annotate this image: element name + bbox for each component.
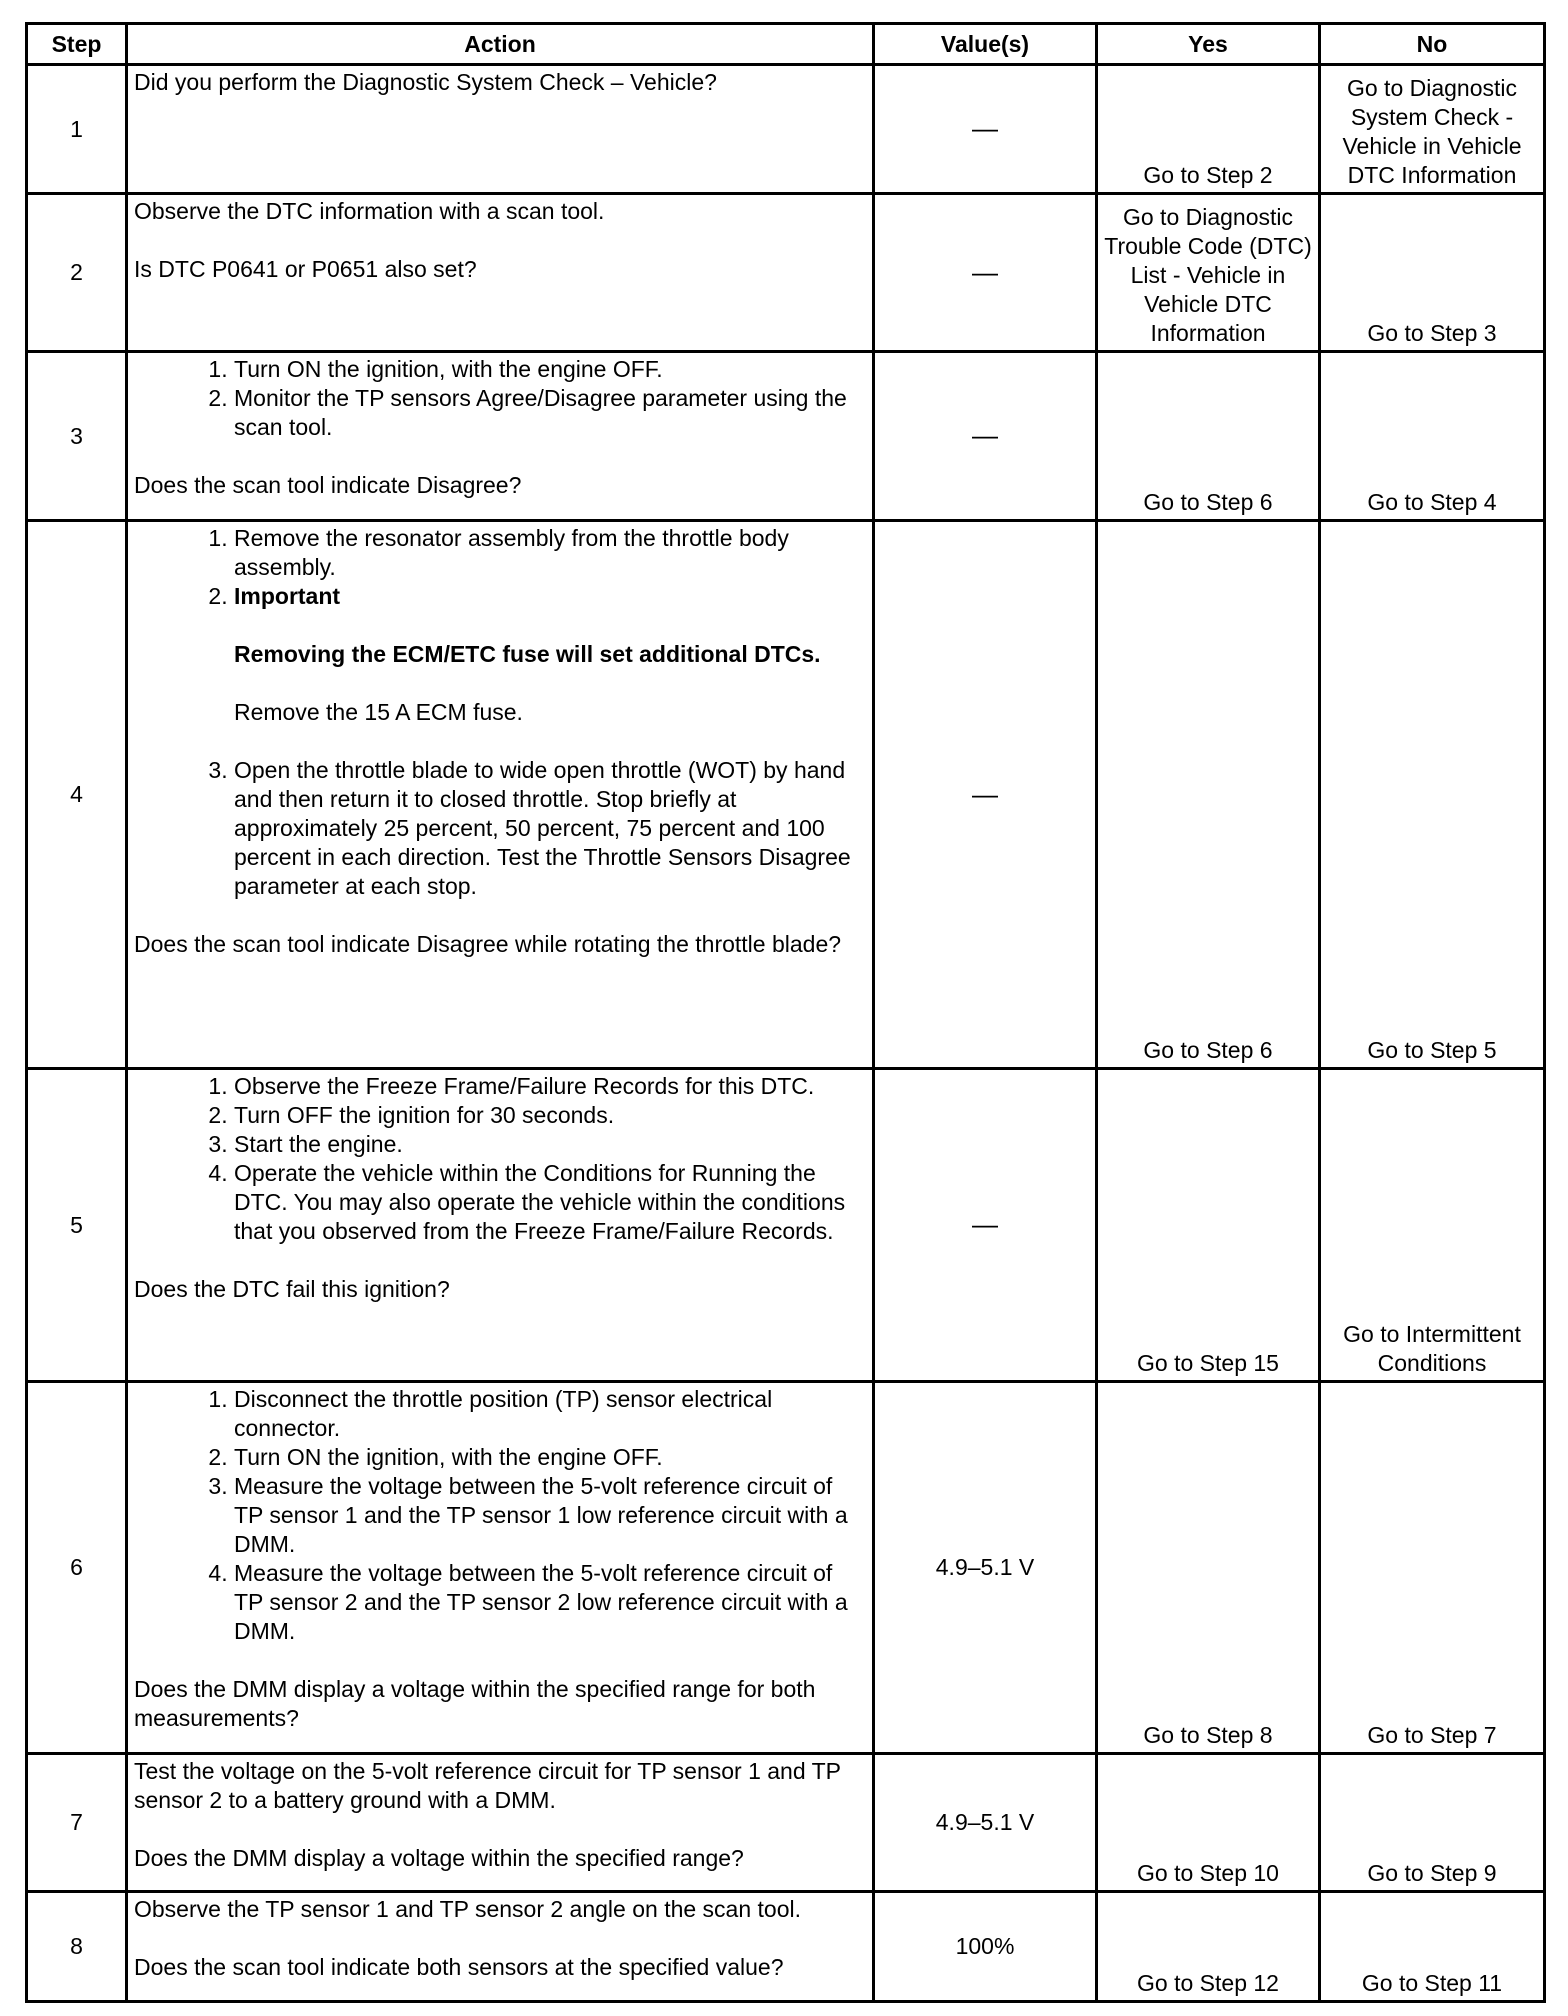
value-cell xyxy=(874,65,1097,194)
step-number: 7 xyxy=(27,1754,127,1892)
action-cell xyxy=(127,521,874,1069)
action-question: Does the DMM display a voltage within the specified range? xyxy=(134,1845,744,1871)
action-steps xyxy=(134,355,866,442)
value-text: — xyxy=(972,420,998,450)
yes-cell: Go to Step 8 xyxy=(1097,1382,1320,1754)
value-cell xyxy=(874,1069,1097,1382)
value-text: — xyxy=(972,113,998,143)
action-step: 1. Remove the resonator assembly from the throttle body assembly. xyxy=(234,524,866,582)
value-cell xyxy=(874,521,1097,1069)
value-cell xyxy=(874,352,1097,521)
no-cell: Go to Step 3 xyxy=(1320,194,1545,352)
no-cell: Go to Diagnostic System Check - Vehicle in Vehicle DTC Information xyxy=(1320,65,1545,194)
step-number: 5 xyxy=(27,1069,127,1382)
action-step: 3. Measure the voltage between the 5-volt reference circuit of TP sensor 1 and the TP sensor 1 low reference circuit with a DMM. xyxy=(234,1472,866,1559)
action-step: 4. Measure the voltage between the 5-volt reference circuit of TP sensor 2 and the TP sensor 2 low reference circuit with a DMM. xyxy=(234,1559,866,1646)
action-text: Test the voltage on the 5-volt reference circuit for TP sensor 1 and TP sensor 2 to a battery ground with a DMM. xyxy=(134,1758,841,1813)
action-text: Did you perform the Diagnostic System Check – Vehicle? xyxy=(134,69,717,95)
important-warning: Removing the ECM/ETC fuse will set additional DTCs. xyxy=(234,641,821,667)
step-number: 8 xyxy=(27,1892,127,2002)
action-cell xyxy=(127,352,874,521)
action-step: 2. Turn OFF the ignition for 30 seconds. xyxy=(234,1101,866,1130)
action-cell xyxy=(127,1754,874,1892)
action-text: Observe the TP sensor 1 and TP sensor 2 angle on the scan tool. xyxy=(134,1896,801,1922)
yes-cell: Go to Step 10 xyxy=(1097,1754,1320,1892)
action-question: Does the DTC fail this ignition? xyxy=(134,1276,450,1302)
no-cell: Go to Intermittent Conditions xyxy=(1320,1069,1545,1382)
table-row xyxy=(27,1382,1545,1754)
action-step: 1. Turn ON the ignition, with the engine OFF. xyxy=(234,355,866,384)
action-steps xyxy=(134,524,866,901)
no-cell: Go to Step 11 xyxy=(1320,1892,1545,2002)
yes-cell: Go to Step 2 xyxy=(1097,65,1320,194)
value-cell: 100% xyxy=(874,1892,1097,2002)
action-question: Does the scan tool indicate Disagree? xyxy=(134,472,522,498)
diagnostic-table xyxy=(25,22,1546,2003)
no-cell: Go to Step 4 xyxy=(1320,352,1545,521)
header-values: Value(s) xyxy=(874,24,1097,65)
header-row xyxy=(27,24,1545,65)
value-text: — xyxy=(972,1209,998,1239)
table-row xyxy=(27,1892,1545,2002)
action-steps xyxy=(134,1072,866,1246)
step-number: 3 xyxy=(27,352,127,521)
value-cell xyxy=(874,194,1097,352)
important-title: 2. Important xyxy=(234,583,341,609)
value-cell: 4.9–5.1 V xyxy=(874,1754,1097,1892)
action-question: Does the scan tool indicate Disagree while rotating the throttle blade? xyxy=(134,931,842,957)
step-number: 4 xyxy=(27,521,127,1069)
header-step: Step xyxy=(27,24,127,65)
action-question: Is DTC P0641 or P0651 also set? xyxy=(134,256,477,282)
header-yes: Yes xyxy=(1097,24,1320,65)
yes-cell: Go to Step 6 xyxy=(1097,521,1320,1069)
yes-cell: Go to Step 12 xyxy=(1097,1892,1320,2002)
table-row xyxy=(27,352,1545,521)
value-text: — xyxy=(972,778,998,809)
yes-cell: Go to Step 15 xyxy=(1097,1069,1320,1382)
header-action: Action xyxy=(127,24,874,65)
no-cell: Go to Step 5 xyxy=(1320,521,1545,1069)
yes-cell: Go to Diagnostic Trouble Code (DTC) List - Vehicle in Vehicle DTC Information xyxy=(1097,194,1320,352)
step-number: 1 xyxy=(27,65,127,194)
table-row xyxy=(27,521,1545,1069)
table-row xyxy=(27,65,1545,194)
no-cell: Go to Step 9 xyxy=(1320,1754,1545,1892)
action-cell xyxy=(127,1892,874,2002)
yes-cell: Go to Step 6 xyxy=(1097,352,1320,521)
action-step: 1. Disconnect the throttle position (TP) sensor electrical connector. xyxy=(234,1385,866,1443)
action-step: 4. Operate the vehicle within the Conditions for Running the DTC. You may also operate the vehicle within the conditions that you observed from the Freeze Frame/Failure Records. xyxy=(234,1159,866,1246)
action-cell xyxy=(127,1069,874,1382)
action-question: Does the DMM display a voltage within the specified range for both measurements? xyxy=(134,1676,816,1731)
header-no: No xyxy=(1320,24,1545,65)
action-cell xyxy=(127,194,874,352)
no-cell: Go to Step 7 xyxy=(1320,1382,1545,1754)
action-steps xyxy=(134,1385,866,1646)
action-step: 1. Observe the Freeze Frame/Failure Records for this DTC. xyxy=(234,1072,866,1101)
table-row xyxy=(27,1069,1545,1382)
table-row xyxy=(27,194,1545,352)
step-number: 2 xyxy=(27,194,127,352)
action-question: Does the scan tool indicate both sensors at the specified value? xyxy=(134,1954,784,1980)
step-number: 6 xyxy=(27,1382,127,1754)
value-cell: 4.9–5.1 V xyxy=(874,1382,1097,1754)
action-step: 3. Start the engine. xyxy=(234,1130,866,1159)
action-cell xyxy=(127,65,874,194)
table-row xyxy=(27,1754,1545,1892)
action-cell xyxy=(127,1382,874,1754)
action-step: 3. Open the throttle blade to wide open throttle (WOT) by hand and then return it to closed throttle. Stop briefly at approximately 25 percent, 50 percent, 75 percent and 100 percent in each direction. Test the Throttle Sensors Disagree parameter at each stop. xyxy=(234,756,866,901)
value-text: — xyxy=(972,256,998,287)
action-text: Observe the DTC information with a scan tool. xyxy=(134,198,605,224)
action-step: 2. Monitor the TP sensors Agree/Disagree parameter using the scan tool. xyxy=(234,384,866,442)
action-step: 2. Turn ON the ignition, with the engine OFF. xyxy=(234,1443,866,1472)
action-step xyxy=(234,582,866,756)
important-text: Remove the 15 A ECM fuse. xyxy=(234,699,523,725)
